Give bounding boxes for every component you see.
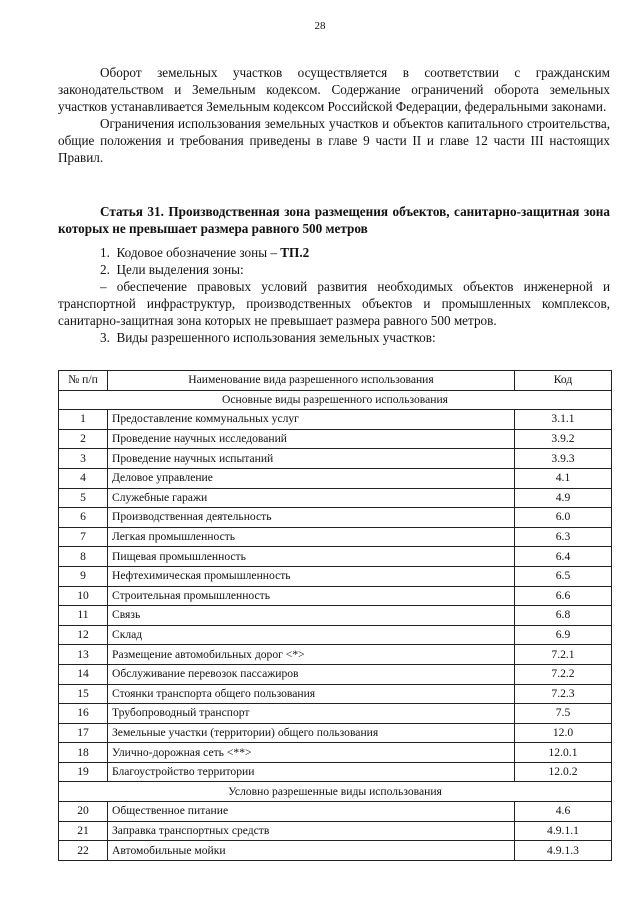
table-row bbox=[59, 841, 612, 861]
section-row-conditional bbox=[59, 782, 612, 802]
section-row-main bbox=[59, 390, 612, 410]
table-row bbox=[59, 664, 612, 684]
row-number: 15 bbox=[59, 684, 108, 704]
row-code: 6.9 bbox=[515, 625, 612, 645]
row-code: 3.1.1 bbox=[515, 410, 612, 430]
row-use-name: Связь bbox=[108, 606, 515, 626]
table-row bbox=[59, 488, 612, 508]
paragraph-restrictions: Ограничения использования земельных участков и объектов капитального строительства, общие положения и требования приведены в главе 9 части II и главе 12 части III настоящих Правил. bbox=[58, 116, 610, 165]
row-use-name: Нефтехимическая промышленность bbox=[108, 566, 515, 586]
table-row bbox=[59, 566, 612, 586]
header-number: № п/п bbox=[59, 371, 108, 391]
article-section bbox=[58, 203, 610, 346]
row-number: 5 bbox=[59, 488, 108, 508]
row-number: 11 bbox=[59, 606, 108, 626]
row-use-name: Стоянки транспорта общего пользования bbox=[108, 684, 515, 704]
row-code: 3.9.3 bbox=[515, 449, 612, 469]
row-number: 6 bbox=[59, 508, 108, 528]
row-number: 12 bbox=[59, 625, 108, 645]
row-code: 7.5 bbox=[515, 704, 612, 724]
zone-goal-text: – обеспечение правовых условий развития необходимых объектов инженерной и транспортной инфраструктур, производственных объектов и промышленных комплексов, санитарно-защитная зона которых не превышает размера равного 500 метров. bbox=[58, 279, 610, 328]
row-code: 4.9 bbox=[515, 488, 612, 508]
row-code: 12.0.2 bbox=[515, 762, 612, 782]
zone-goals-item: 2. Цели выделения зоны: bbox=[100, 262, 244, 277]
row-code: 7.2.2 bbox=[515, 664, 612, 684]
zone-code-item bbox=[100, 244, 610, 261]
article-title: Статья 31. Производственная зона размещения объектов, санитарно-защитная зона которых не превышает размера равного 500 метров bbox=[58, 204, 610, 236]
row-number: 13 bbox=[59, 645, 108, 665]
row-use-name: Благоустройство территории bbox=[108, 762, 515, 782]
row-use-name: Проведение научных исследований bbox=[108, 429, 515, 449]
row-number: 18 bbox=[59, 743, 108, 763]
row-use-name: Пищевая промышленность bbox=[108, 547, 515, 567]
row-number: 10 bbox=[59, 586, 108, 606]
row-number: 3 bbox=[59, 449, 108, 469]
row-code: 3.9.2 bbox=[515, 429, 612, 449]
row-use-name: Служебные гаражи bbox=[108, 488, 515, 508]
row-number: 9 bbox=[59, 566, 108, 586]
row-use-name: Проведение научных испытаний bbox=[108, 449, 515, 469]
row-use-name: Производственная деятельность bbox=[108, 508, 515, 528]
page-number: 28 bbox=[314, 20, 326, 32]
row-use-name: Заправка транспортных средств bbox=[108, 821, 515, 841]
table-row bbox=[59, 468, 612, 488]
row-code: 4.1 bbox=[515, 468, 612, 488]
row-number: 22 bbox=[59, 841, 108, 861]
table-row bbox=[59, 645, 612, 665]
table-row bbox=[59, 704, 612, 724]
row-use-name: Склад bbox=[108, 625, 515, 645]
zone-code: ТП.2 bbox=[280, 245, 310, 260]
table-row bbox=[59, 821, 612, 841]
table-row bbox=[59, 508, 612, 528]
paragraph-turnover: Оборот земельных участков осуществляется в соответствии с гражданским законодательством и Земельным кодексом. Содержание ограничений оборота земельных участков устанавливается Земельным кодексом Российской Федерации, федеральными законами. bbox=[58, 65, 610, 114]
row-use-name: Автомобильные мойки bbox=[108, 841, 515, 861]
table-row bbox=[59, 527, 612, 547]
table-row bbox=[59, 449, 612, 469]
row-number: 19 bbox=[59, 762, 108, 782]
table-row bbox=[59, 429, 612, 449]
row-number: 8 bbox=[59, 547, 108, 567]
row-use-name: Строительная промышленность bbox=[108, 586, 515, 606]
permitted-uses-item: 3. Виды разрешенного использования земельных участков: bbox=[100, 330, 436, 345]
row-number: 14 bbox=[59, 664, 108, 684]
row-code: 12.0 bbox=[515, 723, 612, 743]
row-code: 7.2.3 bbox=[515, 684, 612, 704]
table-row bbox=[59, 586, 612, 606]
permitted-uses-table bbox=[58, 370, 612, 861]
table-row bbox=[59, 410, 612, 430]
zone-code-label: 1. Кодовое обозначение зоны – bbox=[100, 245, 281, 260]
table-row bbox=[59, 802, 612, 822]
table-row bbox=[59, 684, 612, 704]
row-use-name: Земельные участки (территории) общего пользования bbox=[108, 723, 515, 743]
row-number: 4 bbox=[59, 468, 108, 488]
row-number: 17 bbox=[59, 723, 108, 743]
row-number: 2 bbox=[59, 429, 108, 449]
table-header-row bbox=[59, 371, 612, 391]
header-name: Наименование вида разрешенного использования bbox=[108, 371, 515, 391]
row-code: 6.0 bbox=[515, 508, 612, 528]
intro-text bbox=[58, 64, 610, 166]
row-code: 6.3 bbox=[515, 527, 612, 547]
table-row bbox=[59, 606, 612, 626]
row-code: 12.0.1 bbox=[515, 743, 612, 763]
row-code: 4.9.1.3 bbox=[515, 841, 612, 861]
table-row bbox=[59, 762, 612, 782]
row-code: 7.2.1 bbox=[515, 645, 612, 665]
row-number: 7 bbox=[59, 527, 108, 547]
row-use-name: Общественное питание bbox=[108, 802, 515, 822]
row-number: 1 bbox=[59, 410, 108, 430]
row-use-name: Размещение автомобильных дорог <*> bbox=[108, 645, 515, 665]
row-code: 6.5 bbox=[515, 566, 612, 586]
row-use-name: Трубопроводный транспорт bbox=[108, 704, 515, 724]
row-use-name: Улично-дорожная сеть <**> bbox=[108, 743, 515, 763]
section-conditional-label: Условно разрешенные виды использования bbox=[59, 782, 612, 802]
section-main-label: Основные виды разрешенного использования bbox=[59, 390, 612, 410]
row-code: 6.4 bbox=[515, 547, 612, 567]
row-use-name: Обслуживание перевозок пассажиров bbox=[108, 664, 515, 684]
row-code: 4.9.1.1 bbox=[515, 821, 612, 841]
table-row bbox=[59, 743, 612, 763]
row-use-name: Легкая промышленность bbox=[108, 527, 515, 547]
row-number: 21 bbox=[59, 821, 108, 841]
row-use-name: Деловое управление bbox=[108, 468, 515, 488]
header-code: Код bbox=[515, 371, 612, 391]
row-code: 6.8 bbox=[515, 606, 612, 626]
table-row bbox=[59, 547, 612, 567]
row-number: 20 bbox=[59, 802, 108, 822]
row-number: 16 bbox=[59, 704, 108, 724]
row-use-name: Предоставление коммунальных услуг bbox=[108, 410, 515, 430]
row-code: 4.6 bbox=[515, 802, 612, 822]
table-row bbox=[59, 625, 612, 645]
row-code: 6.6 bbox=[515, 586, 612, 606]
table-row bbox=[59, 723, 612, 743]
